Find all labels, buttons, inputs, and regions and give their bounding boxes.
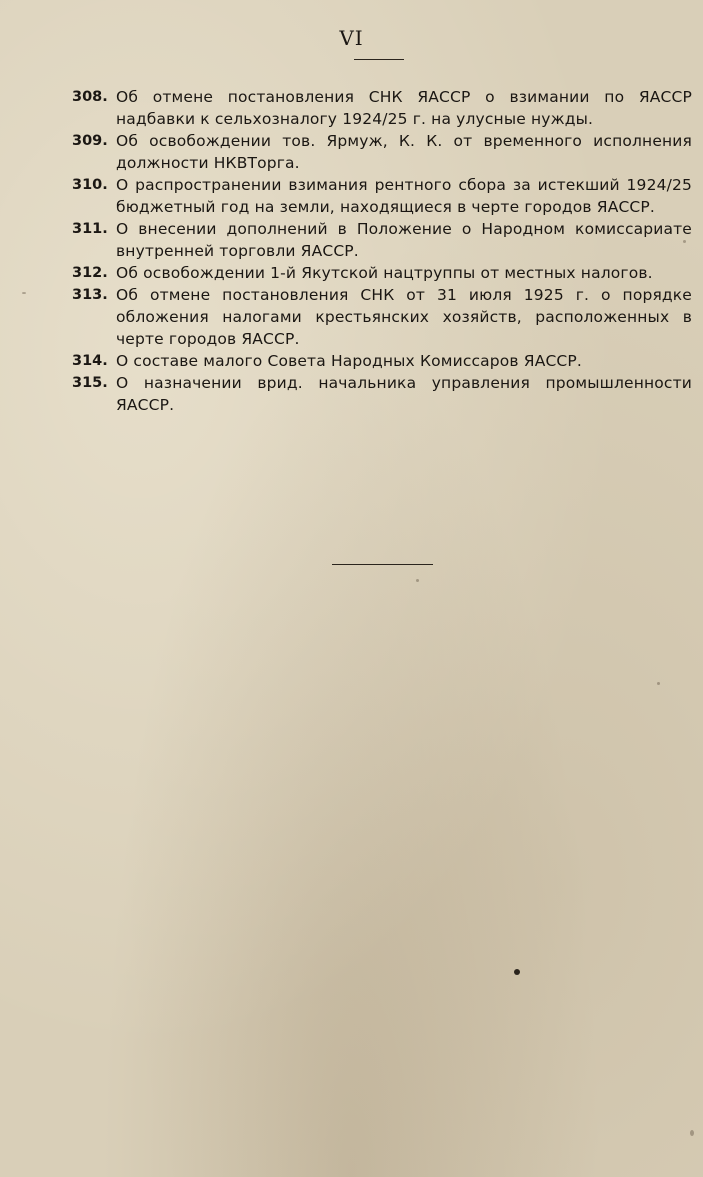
header-rule (354, 59, 404, 60)
contents-entry (72, 130, 692, 174)
paper-speck (657, 682, 660, 685)
entry-title: Об освобождении тов. Ярмуж, К. К. от временного исполнения должности НКВТорга. (116, 132, 692, 172)
ink-dot (514, 969, 520, 975)
entry-number: 314. (72, 353, 108, 369)
paper-speck (22, 292, 26, 294)
paper-speck (416, 579, 419, 582)
entry-number: 309. (72, 133, 108, 149)
contents-entry (72, 372, 692, 416)
entry-title: Об отмене постановления СНК ЯАССР о взимании по ЯАССР надбавки к сельхозналогу 1924/25 г. на улусные нужды. (116, 88, 692, 128)
paper-speck (690, 1130, 694, 1136)
entry-title: Об освобождении 1-й Якутской нацтруппы от местных налогов. (116, 264, 653, 282)
paper-speck (683, 240, 686, 243)
contents-entry (72, 218, 692, 262)
entry-number: 313. (72, 287, 108, 303)
entry-title: О назначении врид. начальника управления промышленности ЯАССР. (116, 374, 692, 414)
contents-entry (72, 262, 692, 284)
contents-entry (72, 284, 692, 350)
contents-entry (72, 174, 692, 218)
page-number: VI (339, 26, 364, 50)
entry-number: 310. (72, 177, 108, 193)
entry-title: О внесении дополнений в Положение о Народном комиссариате внутренней торговли ЯАССР. (116, 220, 692, 260)
entry-number: 308. (72, 89, 108, 105)
section-divider (332, 564, 433, 565)
entry-title: О распространении взимания рентного сбора за истекший 1924/25 бюджетный год на земли, находящиеся в черте городов ЯАССР. (116, 176, 692, 216)
contents-entry (72, 86, 692, 130)
entry-title: О составе малого Совета Народных Комиссаров ЯАССР. (116, 352, 582, 370)
entry-title: Об отмене постановления СНК от 31 июля 1925 г. о порядке обложения налогами крестьянских хозяйств, расположенных в черте городов ЯАССР. (116, 286, 692, 348)
contents-list (72, 86, 692, 416)
entry-number: 312. (72, 265, 108, 281)
entry-number: 311. (72, 221, 108, 237)
contents-entry (72, 350, 692, 372)
entry-number: 315. (72, 375, 108, 391)
